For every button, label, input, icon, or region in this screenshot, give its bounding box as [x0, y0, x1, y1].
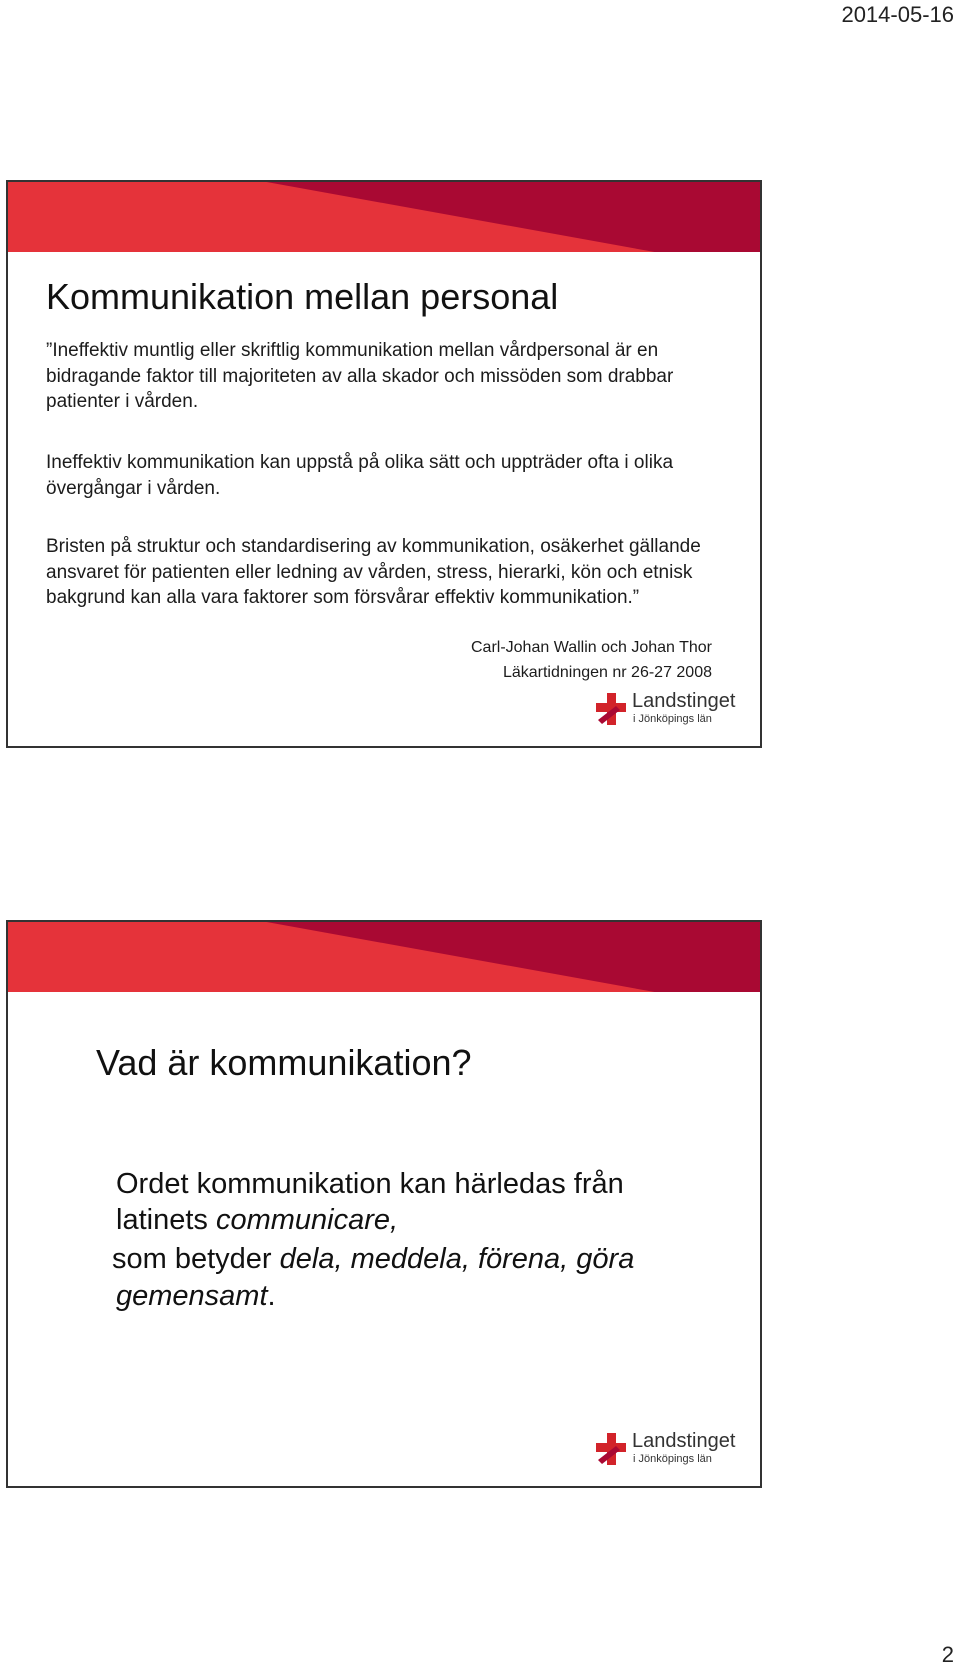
body-line-2	[116, 1202, 398, 1239]
body-line-4-italic: gemensamt	[116, 1280, 268, 1312]
slide-1	[6, 180, 762, 748]
slide-title: Kommunikation mellan personal	[46, 276, 559, 317]
body-line-3-italic: dela, meddela, förena, göra	[279, 1243, 635, 1275]
body-line-4-text: .	[267, 1280, 276, 1312]
citation-source: Läkartidningen nr 26-27 2008	[502, 664, 712, 681]
body-line-4	[116, 1278, 276, 1315]
page-number: 2	[941, 1642, 954, 1667]
landstinget-logo	[594, 690, 744, 730]
logo-name: Landstinget	[632, 690, 736, 712]
red-cross-logo-icon	[594, 692, 628, 726]
quote-paragraph-3: Bristen på struktur och standardisering av kommunikation, osäkerhet gällande ansvaret för patienten eller ledning av vården, stress, hierarki, kön och etnisk bakgrund kan alla vara faktorer som försvårar effektiv kommunikation.”	[46, 536, 701, 608]
slide-banner	[8, 922, 760, 992]
citation-authors: Carl-Johan Wallin och Johan Thor	[470, 639, 712, 656]
logo-name: Landstinget	[632, 1430, 736, 1452]
slide-title: Vad är kommunikation?	[96, 1042, 472, 1083]
slide-banner	[8, 182, 760, 252]
body-line-1: Ordet kommunikation kan härledas från	[116, 1168, 624, 1200]
logo-subtitle: i Jönköpings län	[633, 1453, 712, 1465]
red-cross-logo-icon	[594, 1432, 628, 1466]
body-line-3	[112, 1241, 634, 1278]
quote-paragraph-2: Ineffektiv kommunikation kan uppstå på olika sätt och uppträder ofta i olika övergångar i vården.	[46, 452, 674, 499]
quote-paragraph-1: ”Ineffektiv muntlig eller skriftlig kommunikation mellan vårdpersonal är en bidragande faktor till majoriteten av alla skador och missöden som drabbar patienter i vården.	[46, 340, 674, 412]
logo-subtitle: i Jönköpings län	[633, 713, 712, 725]
body-line-2-italic: communicare,	[215, 1204, 399, 1236]
body-line-3-text: som betyder	[112, 1243, 280, 1275]
slide-2	[6, 920, 762, 1488]
landstinget-logo	[594, 1430, 744, 1470]
body-line-2-text: latinets	[116, 1204, 216, 1236]
page-date: 2014-05-16	[841, 2, 954, 27]
